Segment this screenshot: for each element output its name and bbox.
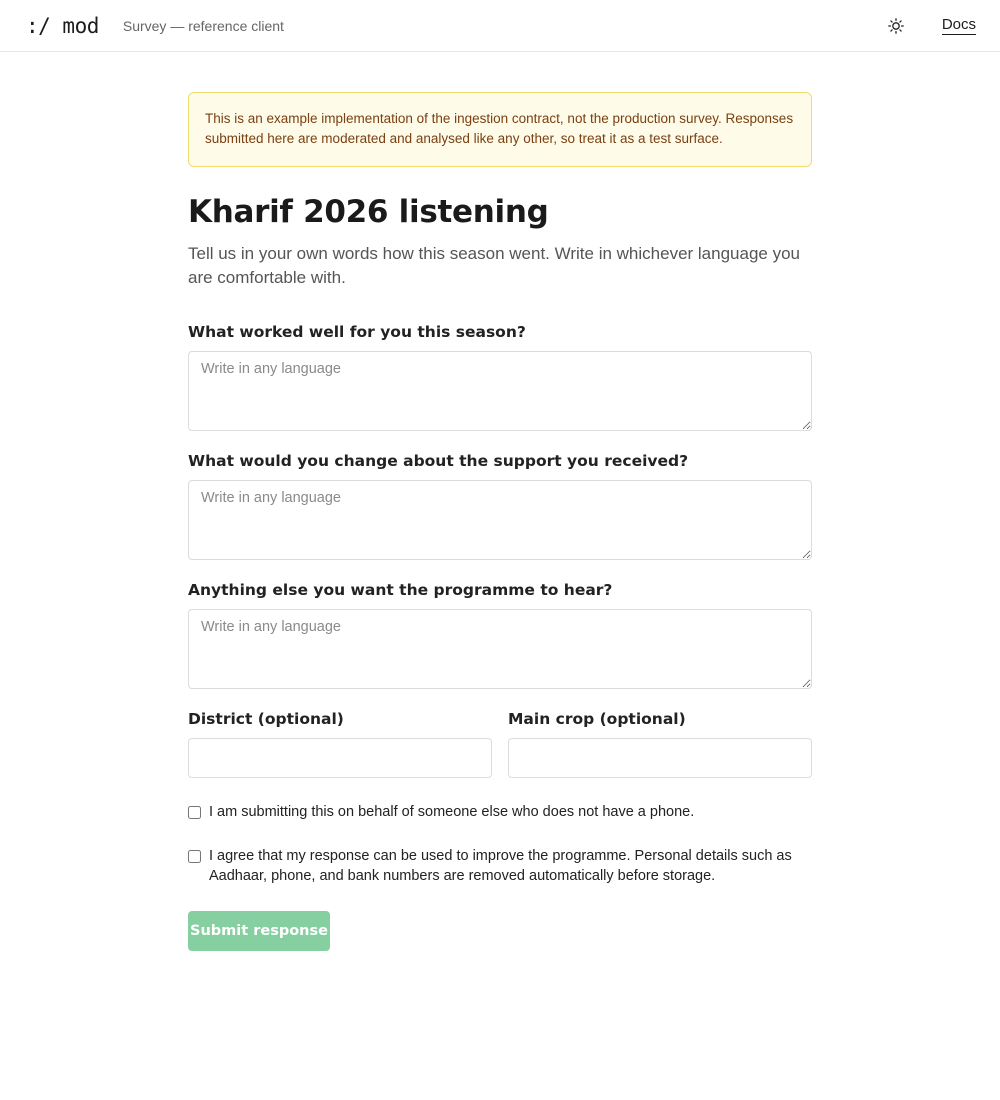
main-crop-label: Main crop (optional) (508, 710, 686, 728)
change-support-textarea[interactable] (188, 480, 812, 560)
consent-label: I agree that my response can be used to improve the programme. Personal details such as Aadhaar, phone, and bank numbers are removed automatically before storage. (209, 848, 792, 884)
question-anything-else (188, 580, 812, 689)
consent-checkbox[interactable] (188, 850, 201, 863)
main-crop-field (508, 709, 812, 778)
worked-well-textarea[interactable] (188, 351, 812, 431)
district-field (188, 709, 492, 778)
survey-intro: Tell us in your own words how this season went. Write in whichever language you are comfortable with. (188, 244, 800, 287)
proxy-submission-option[interactable] (188, 802, 812, 822)
question-label: What would you change about the support you received? (188, 452, 689, 470)
consent-option[interactable] (188, 846, 812, 886)
question-worked-well (188, 322, 812, 431)
reference-notice: This is an example implementation of the ingestion contract, not the production survey. Responses submitted here are moderated and analysed like any other, so treat it as a test surface. (188, 92, 812, 167)
question-label: What worked well for you this season? (188, 323, 526, 341)
page-title: Kharif 2026 listening (188, 194, 549, 230)
anything-else-textarea[interactable] (188, 609, 812, 689)
proxy-submission-label: I am submitting this on behalf of someone else who does not have a phone. (209, 804, 695, 820)
theme-toggle-button[interactable] (883, 13, 909, 39)
top-bar (0, 0, 1000, 52)
main-crop-input[interactable] (508, 738, 812, 778)
docs-link[interactable]: Docs (941, 16, 976, 33)
survey-main (188, 92, 812, 951)
submit-response-button[interactable]: Submit response (188, 911, 330, 951)
optional-fields-row (188, 709, 812, 778)
question-label: Anything else you want the programme to hear? (188, 581, 613, 599)
app-subtitle: Survey — reference client (122, 17, 284, 34)
district-label: District (optional) (188, 710, 344, 728)
question-change-support (188, 451, 812, 560)
sun-icon (888, 18, 904, 34)
app-logo[interactable]: :/ mod (26, 13, 99, 38)
district-input[interactable] (188, 738, 492, 778)
proxy-submission-checkbox[interactable] (188, 806, 201, 819)
